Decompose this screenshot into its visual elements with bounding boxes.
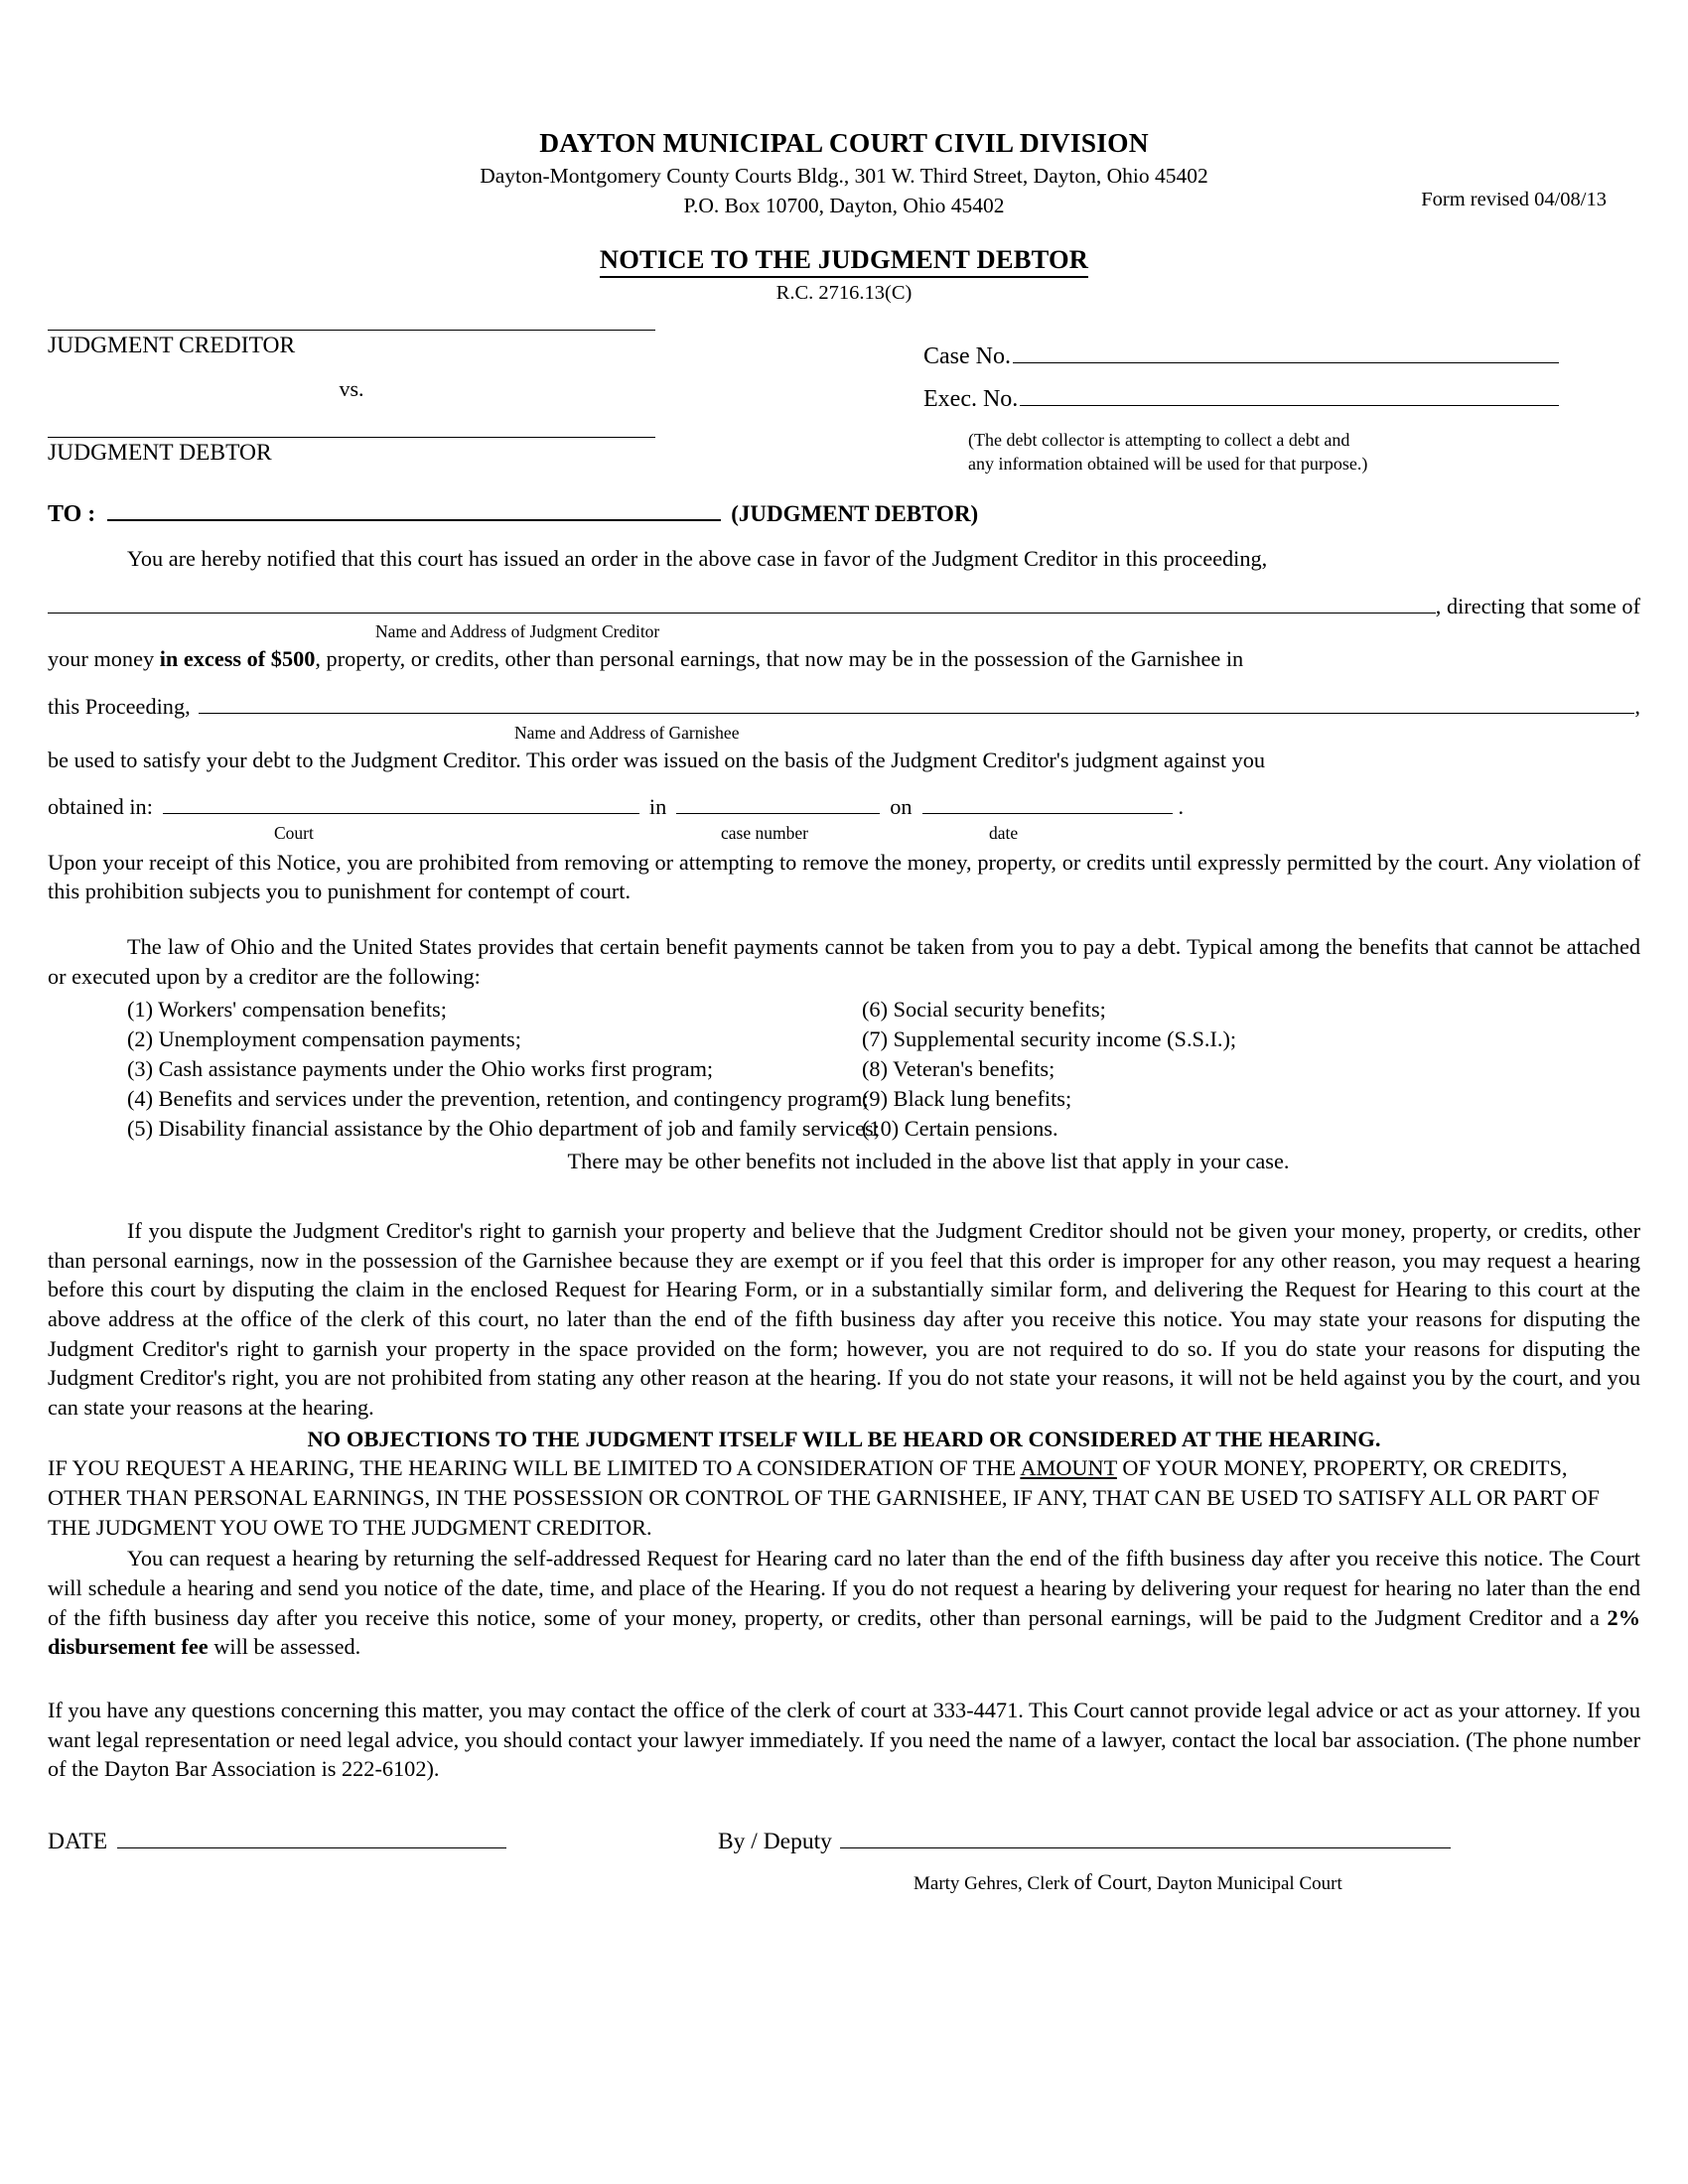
court-address-line-2: P.O. Box 10700, Dayton, Ohio 45402 [683, 194, 1005, 217]
signature-block [0, 1828, 1688, 1937]
money-pre-text: your money [48, 646, 160, 672]
creditor-sublabel: Name and Address of Judgment Creditor [375, 621, 660, 642]
date-field [48, 1828, 506, 1855]
judgment-creditor-block [48, 329, 655, 359]
case-numbers-block [923, 342, 1559, 428]
to-label: TO : [48, 501, 96, 527]
notice-intro-paragraph: You are hereby notified that this court has issued an order in the above case in favor of the Judgment Creditor in this proceeding, [127, 546, 1268, 571]
debt-collector-disclaimer [968, 428, 1367, 477]
obtained-in-label: obtained in: [48, 794, 153, 820]
benefit-item: (6) Social security benefits; [862, 997, 1106, 1023]
garnishee-name-address-input[interactable] [199, 694, 1635, 714]
date-label: DATE [48, 1828, 108, 1854]
caps-pre-text: IF YOU REQUEST A HEARING, THE HEARING WILL BE LIMITED TO A CONSIDERATION OF THE [48, 1455, 1021, 1481]
case-no-input[interactable] [1013, 342, 1559, 363]
benefit-item: (4) Benefits and services under the prevention, retention, and contingency program; [127, 1086, 869, 1112]
hearing-limitation-paragraph [48, 1453, 1640, 1542]
hearing-pre-fee-text: You can request a hearing by returning the self-addressed Request for Hearing card no later than the end of the fifth business day after you receive this notice. The Court will schedule a hearing and send you notice of the date, time, and place of the Hearing. If you do not request a hearing by delivering your request for hearing no later than the end of the fifth business day after you receive this notice, some of your money, property, or credits, other than personal earnings, will be paid to the Judgment Creditor and a [48, 1546, 1640, 1630]
creditor-name-row [48, 592, 1640, 621]
benefit-item: (9) Black lung benefits; [862, 1086, 1072, 1112]
date-input[interactable] [922, 794, 1173, 814]
obtained-in-row [48, 792, 1640, 822]
benefits-column-right [862, 995, 1236, 1144]
clerk-name-prefix: Marty Gehres, Clerk [914, 1872, 1074, 1894]
obtained-period: . [1178, 794, 1185, 820]
benefits-columns [127, 995, 1640, 1146]
deputy-signature-input[interactable] [840, 1828, 1451, 1848]
money-excess-line [48, 644, 1640, 674]
garnishee-trailing-comma: , [1634, 693, 1640, 719]
benefit-item: (3) Cash assistance payments under the Ohio works first program; [127, 1056, 714, 1082]
obtained-in-word: in [648, 794, 667, 820]
obtained-on-word: on [890, 794, 913, 820]
garnishee-name-row [48, 692, 1640, 722]
benefit-item: (1) Workers' compensation benefits; [127, 997, 447, 1023]
benefits-list [48, 995, 1640, 1176]
clerk-of-court-emphasis: of Court [1073, 1868, 1148, 1894]
directing-text: , directing that some of [1435, 593, 1640, 618]
garnishee-sublabel: Name and Address of Garnishee [514, 722, 740, 743]
this-proceeding-label: this Proceeding, [48, 693, 191, 719]
benefit-item: (5) Disability financial assistance by the Ohio department of job and family services; [127, 1116, 880, 1142]
case-number-field [923, 342, 1559, 370]
form-revision-label: Form revised 04/08/13 [1421, 189, 1607, 210]
benefits-intro-paragraph: The law of Ohio and the United States provides that certain benefit payments cannot be taken from you to pay a debt. Typical among the benefits that cannot be attached or executed upon by a creditor are the following: [48, 934, 1640, 989]
page-title: NOTICE TO THE JUDGMENT DEBTOR [600, 244, 1088, 278]
to-line [0, 499, 1688, 528]
questions-paragraph: If you have any questions concerning this matter, you may contact the office of the clerk of court at 333-4471. This Court cannot provide legal advice or act as your attorney. If you want legal representation or need legal advice, you should contact your lawyer immediately. If you need the name of a lawyer, contact the local bar association. (The phone number of the Dayton Bar Association is 222-6102). [48, 1697, 1640, 1782]
exec-number-field [923, 385, 1559, 413]
amount-underlined: AMOUNT [1020, 1455, 1117, 1481]
statute-reference: R.C. 2716.13(C) [775, 282, 913, 304]
case-number-input[interactable] [676, 794, 880, 814]
deputy-label: By / Deputy [718, 1828, 832, 1854]
benefits-column-left [127, 995, 880, 1144]
benefits-footnote: There may be other benefits not included in the above list that apply in your case. [567, 1149, 1290, 1174]
clerk-of-court-line [914, 1869, 1342, 1895]
case-no-label: Case No. [923, 343, 1011, 369]
case-caption [0, 329, 1688, 485]
exec-no-label: Exec. No. [923, 386, 1019, 412]
prohibited-removal-paragraph: Upon your receipt of this Notice, you are prohibited from removing or attempting to remove the money, property, or credits until expressly permitted by the court. Any violation of this prohibition subjects you to punishment for contempt of court. [48, 849, 1640, 904]
creditor-sublabel-row [48, 620, 1640, 644]
caps-post-text: OF YOUR MONEY, PROPERTY, OR CREDITS, OTHER THAN PERSONAL EARNINGS, IN THE POSSESSION OR CONTROL OF THE GARNISHEE, IF ANY, THAT CAN BE USED TO SATISFY ALL OR PART OF THE JUDGMENT YOU OWE TO THE JUDGMENT CREDITOR. [48, 1455, 1600, 1540]
versus-label: vs. [339, 376, 364, 401]
disbursement-fee-bold: 2% disbursement fee [48, 1604, 1640, 1660]
exec-no-input[interactable] [1020, 385, 1559, 406]
benefit-item: (7) Supplemental security income (S.S.I.); [862, 1026, 1237, 1052]
no-objections-notice: NO OBJECTIONS TO THE JUDGMENT ITSELF WILL BE HEARD OR CONSIDERED AT THE HEARING. [307, 1426, 1381, 1451]
hearing-post-fee-text: will be assessed. [208, 1634, 361, 1660]
date-sublabel: date [989, 822, 1019, 843]
notice-body [0, 544, 1688, 1784]
request-hearing-paragraph [48, 1544, 1640, 1662]
judgment-debtor-tag: (JUDGMENT DEBTOR) [731, 501, 979, 526]
case-number-sublabel: case number [721, 822, 808, 843]
dispute-paragraph: If you dispute the Judgment Creditor's right to garnish your property and believe that the Judgment Creditor should not be given your money, property, or credits, other than personal earnings, now in the possession of the Garnishee because they are exempt or if you feel that this order is improper for any other reason, you may request a hearing before this court by disputing the claim in the enclosed Request for Hearing Form, or in a substantially similar form, and delivering the Request for Hearing to this court at the above address at the office of the clerk of this court, no later than the end of the fifth business day after you receive this notice. You may state your reasons for disputing the Judgment Creditor's right to garnish your property in the space provided on the form; however, you are not required to do so. If you do state your reasons for disputing the Judgment Creditor's right, you are not prohibited from stating any other reason at the hearing. If you do not state your reasons, it will not be held against you by the court, and you can state your reasons at the hearing. [48, 1218, 1640, 1420]
court-sublabel: Court [274, 822, 314, 843]
obtained-sublabel-row [48, 822, 1640, 846]
satisfy-debt-line: be used to satisfy your debt to the Judgment Creditor. This order was issued on the basis of the Judgment Creditor's judgment against you [48, 747, 1266, 772]
garnishee-sublabel-row [48, 722, 1640, 746]
disclaimer-line-1: (The debt collector is attempting to collect a debt and [968, 430, 1350, 450]
judgment-debtor-blank[interactable] [48, 436, 655, 438]
to-debtor-input[interactable] [107, 499, 721, 521]
disclaimer-line-2: any information obtained will be used for that purpose.) [968, 454, 1368, 475]
judgment-creditor-label: JUDGMENT CREDITOR [48, 333, 296, 358]
judgment-debtor-block [48, 436, 655, 467]
money-post-text: , property, or credits, other than personal earnings, that now may be in the possession of the Garnishee in [315, 646, 1244, 672]
excess-amount-bold: in excess of $500 [159, 646, 316, 672]
document-title-block [0, 244, 1688, 305]
benefit-item: (8) Veteran's benefits; [862, 1056, 1055, 1082]
court-address-line-1: Dayton-Montgomery County Courts Bldg., 301 W. Third Street, Dayton, Ohio 45402 [480, 164, 1208, 188]
court-name: DAYTON MUNICIPAL COURT CIVIL DIVISION [539, 127, 1149, 158]
benefit-item: (10) Certain pensions. [862, 1116, 1058, 1142]
deputy-field [718, 1828, 1451, 1855]
court-input[interactable] [163, 794, 639, 814]
judgment-debtor-label: JUDGMENT DEBTOR [48, 440, 272, 466]
date-signature-input[interactable] [117, 1828, 506, 1848]
judgment-creditor-blank[interactable] [48, 329, 655, 331]
creditor-name-address-input[interactable] [48, 594, 1436, 614]
clerk-name-suffix: , Dayton Municipal Court [1147, 1872, 1342, 1894]
benefit-item: (2) Unemployment compensation payments; [127, 1026, 521, 1052]
